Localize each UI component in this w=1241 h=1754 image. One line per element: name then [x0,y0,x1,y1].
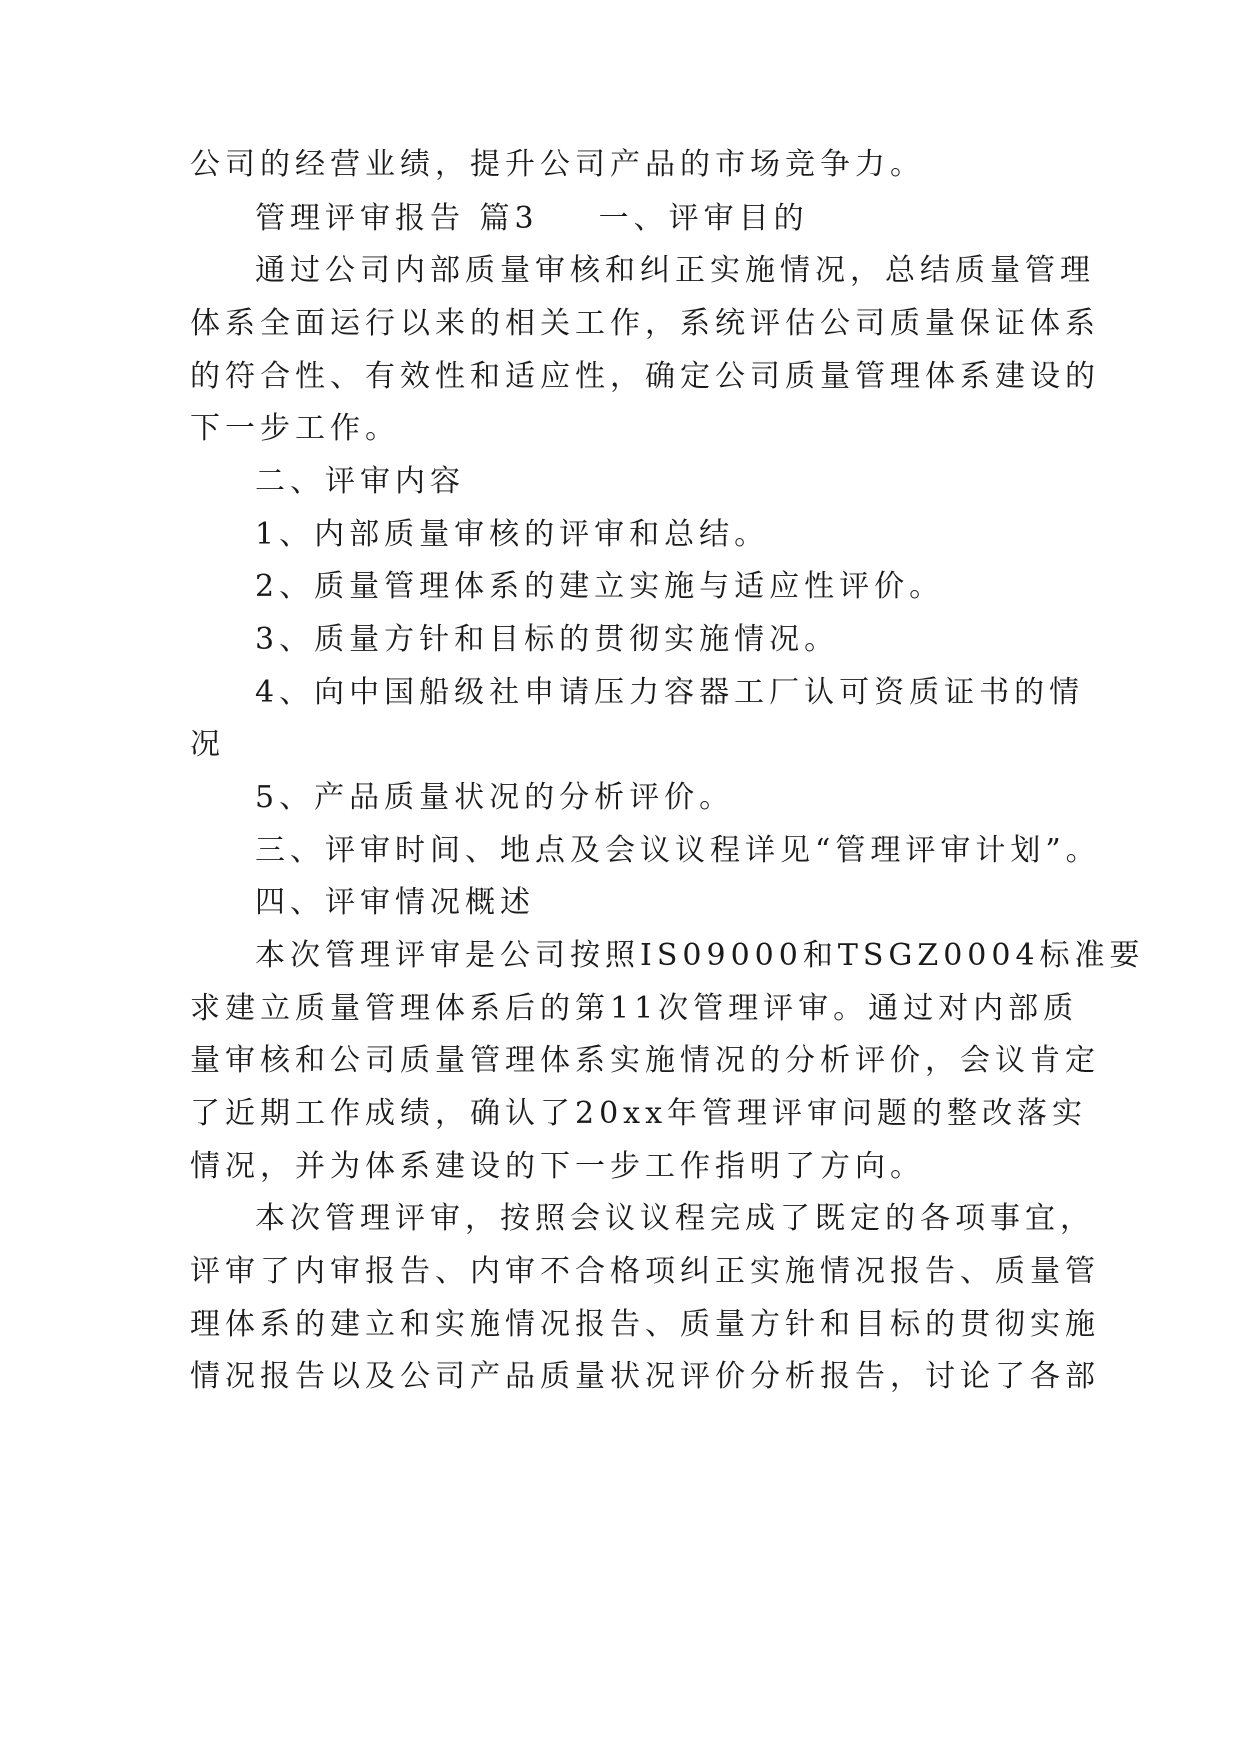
text-line: 量审核和公司质量管理体系实施情况的分析评价，会议肯定 [190,1043,1100,1078]
section-heading: 一、评审目的 [598,201,809,236]
text-line: 的符合性、有效性和适应性，确定公司质量管理体系建设的 [190,359,1100,394]
report-title: 管理评审报告 篇3 [255,201,539,236]
text-line: 求建立质量管理体系后的第11次管理评审。通过对内部质 [190,991,1079,1026]
section-heading: 二、评审内容 [255,464,465,499]
text-line: 了近期工作成绩，确认了20xx年管理评审问题的整改落实 [190,1096,1088,1131]
list-item: 4、向中国船级社申请压力容器工厂认可资质证书的情 [255,675,1085,710]
text-line: 体系全面运行以来的相关工作，系统评估公司质量保证体系 [190,306,1100,341]
list-item: 2、质量管理体系的建立实施与适应性评价。 [255,569,945,604]
text-line: 情况报告以及公司产品质量状况评价分析报告，讨论了各部 [190,1359,1100,1394]
section-heading: 三、评审时间、地点及会议议程详见“管理评审计划”。 [255,833,1101,868]
text-line: 况 [190,727,225,762]
section-heading: 四、评审情况概述 [255,885,535,920]
text-line: 通过公司内部质量审核和纠正实施情况，总结质量管理 [255,253,1095,288]
list-item: 5、产品质量状况的分析评价。 [255,780,735,815]
list-item: 1、内部质量审核的评审和总结。 [255,517,770,552]
text-line: 情况，并为体系建设的下一步工作指明了方向。 [190,1149,925,1184]
section-heading-line [255,199,1155,239]
list-item: 3、质量方针和目标的贯彻实施情况。 [255,622,840,657]
text-line: 本次管理评审，按照会议议程完成了既定的各项事宜， [255,1201,1095,1236]
text-line: 理体系的建立和实施情况报告、质量方针和目标的贯彻实施 [190,1307,1100,1342]
text-line: 下一步工作。 [190,411,400,446]
text-line: 评审了内审报告、内审不合格项纠正实施情况报告、质量管 [190,1254,1100,1289]
text-line: 本次管理评审是公司按照IS09000和TSGZ0004标准要 [255,938,1145,973]
text-line: 公司的经营业绩，提升公司产品的市场竞争力。 [190,147,925,182]
